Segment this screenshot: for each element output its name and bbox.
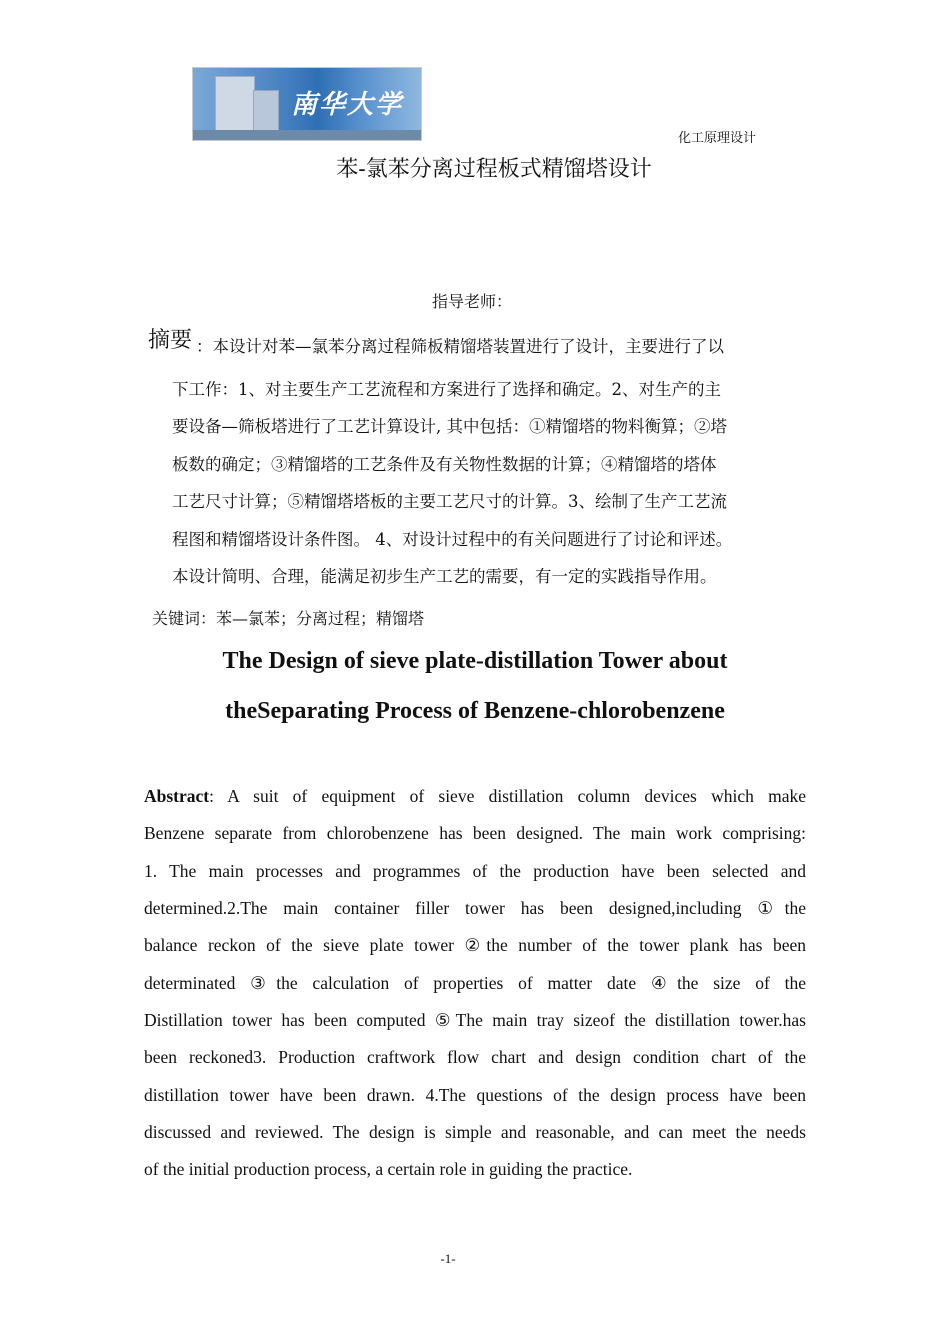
abstract-en-line: distillation tower have been drawn. 4.The questions of the design process have been	[144, 1085, 806, 1105]
abstract-en-line: determinated ③the calculation of properties of matter date ④the size of the	[144, 973, 806, 993]
abstract-en-line: balance reckon of the sieve plate tower ②the number of the tower plank has been	[144, 935, 806, 955]
abstract-heading-cn: 摘要	[148, 328, 193, 353]
english-title-line-2: theSeparating Process of Benzene-chlorobenzene	[225, 698, 725, 724]
abstract-en-line	[144, 786, 806, 807]
logo-ground	[193, 130, 421, 140]
course-header: 化工原理设计	[677, 131, 756, 146]
abstract-cn-line: 工艺尺寸计算；⑤精馏塔塔板的主要工艺尺寸的计算。3、绘制了生产工艺流	[172, 492, 727, 511]
abstract-en-line: Distillation tower has been computed ⑤The main tray sizeof the distillation tower.has	[144, 1010, 806, 1030]
building-icon	[215, 76, 255, 136]
abstract-en-line: discussed and reviewed. The design is simple and reasonable, and can meet the needs	[144, 1122, 806, 1142]
abstract-cn-line: 板数的确定；③精馏塔的工艺条件及有关物性数据的计算；④精馏塔的塔体	[172, 455, 717, 474]
advisor-line: 指导老师：	[431, 292, 512, 311]
abstract-label: Abstract	[144, 786, 210, 806]
logo-text: 南华大学	[291, 90, 404, 120]
abstract-cn-line: 本设计简明、合理，能满足初步生产工艺的需要，有一定的实践指导作用。	[172, 567, 717, 586]
abstract-en-line: Benzene separate from chlorobenzene has been designed. The main work comprising:	[144, 823, 806, 843]
abstract-cn-line: 要设备—筛板塔进行了工艺计算设计, 其中包括：①精馏塔的物料衡算；②塔	[172, 417, 727, 436]
page-number: -1-	[440, 1251, 456, 1266]
abstract-en-line: been reckoned3. Production craftwork flow chart and design condition chart of the	[144, 1047, 806, 1067]
university-logo	[192, 67, 422, 141]
keywords: 关键词：苯—氯苯；分离过程；精馏塔	[152, 609, 425, 628]
page-title: 苯-氯苯分离过程板式精馏塔设计	[336, 157, 652, 182]
abstract-cn-line: 程图和精馏塔设计条件图。 4、对设计过程中的有关问题进行了讨论和评述。	[172, 530, 733, 549]
abstract-cn-line: 下工作：1、对主要生产工艺流程和方案进行了选择和确定。2、对生产的主	[172, 380, 721, 399]
abstract-cn-line: ：本设计对苯—氯苯分离过程筛板精馏塔装置进行了设计，主要进行了以	[196, 337, 724, 356]
abstract-en-line: 1. The main processes and programmes of the production have been selected and	[144, 861, 806, 881]
abstract-en-text: : A suit of equipment of sieve distillation column devices which make	[209, 786, 806, 806]
english-title-line-1: The Design of sieve plate-distillation Tower about	[222, 648, 728, 674]
abstract-en-line: of the initial production process, a certain role in guiding the practice.	[144, 1159, 633, 1179]
abstract-en-line: determined.2.The main container filler tower has been designed,including ①the	[144, 898, 806, 918]
